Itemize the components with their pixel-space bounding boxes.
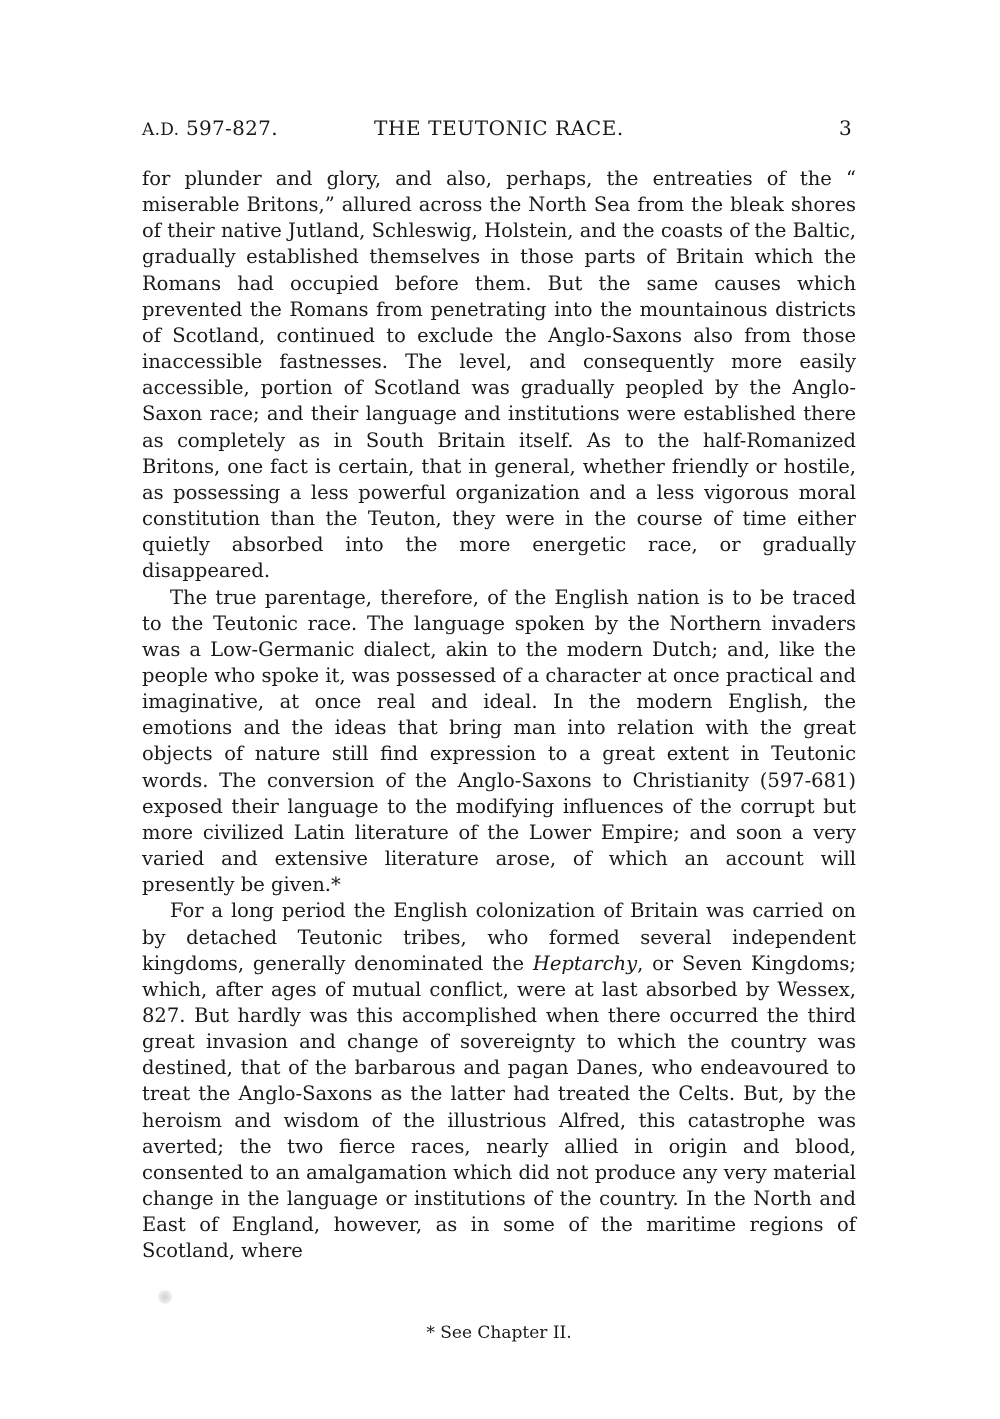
paragraph-3-text-before: For a long period the English colonization of Britain was carried on by detached Teutonic tribes, who formed several independent kingdoms, generally denominated the [142, 899, 856, 975]
paragraph-1: for plunder and glory, and also, perhaps, the entreaties of the “ miserable Britons,” allured across the North Sea from the bleak shores of their native Jutland, Schleswig, Holstein, and the coasts of the Baltic, gradually established themselves in those parts of Britain which the Romans had occupied before them. But the same causes which prevented the Romans from penetrating into the mountainous districts of Scotland, continued to exclude the Anglo-Saxons also from those inaccessible fastnesses. The level, and consequently more easily accessible, portion of Scotland was gradually peopled by the Anglo-Saxon race; and their language and institutions were established there as completely as in South Britain itself. As to the half-Romanized Britons, one fact is certain, that in general, whether friendly or hostile, as possessing a less powerful organization and a less vigorous moral constitution than the Teuton, they were in the course of time either quietly absorbed into the more energetic race, or gradually disappeared. [142, 167, 856, 583]
body-text [142, 166, 856, 1265]
header-ad-label: A.D. [142, 120, 180, 140]
page-number: 3 [838, 116, 852, 140]
footnote-text: * See Chapter II. [426, 1323, 572, 1343]
paragraph-3-text-after: , or Seven Kingdoms; which, after ages of mutual conflict, were at last absorbed by Wessex, 827. But hardly was this accomplished when there occurred the third great invasion and change of sovereignty to which the country was destined, that of the barbarous and pagan Danes, who endeavoured to treat the Anglo-Saxons as the latter had treated the Celts. But, by the heroism and wisdom of the illustrious Alfred, this catastrophe was averted; the two fierce races, nearly allied in origin and blood, consented to an amalgamation which did not produce any very material change in the language or institutions of the country. In the North and East of England, however, as in some of the maritime regions of Scotland, where [142, 951, 856, 1263]
paragraph-3 [142, 898, 856, 1264]
footnote [0, 1323, 1000, 1343]
header-dates: 597-827. [185, 116, 278, 140]
running-header [142, 116, 856, 146]
header-title: THE TEUTONIC RACE. [374, 116, 624, 140]
paragraph-2: The true parentage, therefore, of the English nation is to be traced to the Teutonic race. The language spoken by the Northern invaders was a Low-Germanic dialect, akin to the modern Dutch; and, like the people who spoke it, was possessed of a character at once practical and imaginative, at once real and ideal. In the modern English, the emotions and the ideas that bring man into relation with the great objects of nature still find expression to a great extent in Teutonic words. The conversion of the Anglo-Saxons to Christianity (597-681) exposed their language to the modifying influences of the corrupt but more civilized Latin literature of the Lower Empire; and soon a very varied and extensive literature arose, of which an account will presently be given.* [142, 585, 856, 897]
page-blemish [158, 1290, 172, 1304]
heptarchy-emphasis: Heptarchy [532, 951, 638, 975]
header-date-range [142, 116, 278, 140]
